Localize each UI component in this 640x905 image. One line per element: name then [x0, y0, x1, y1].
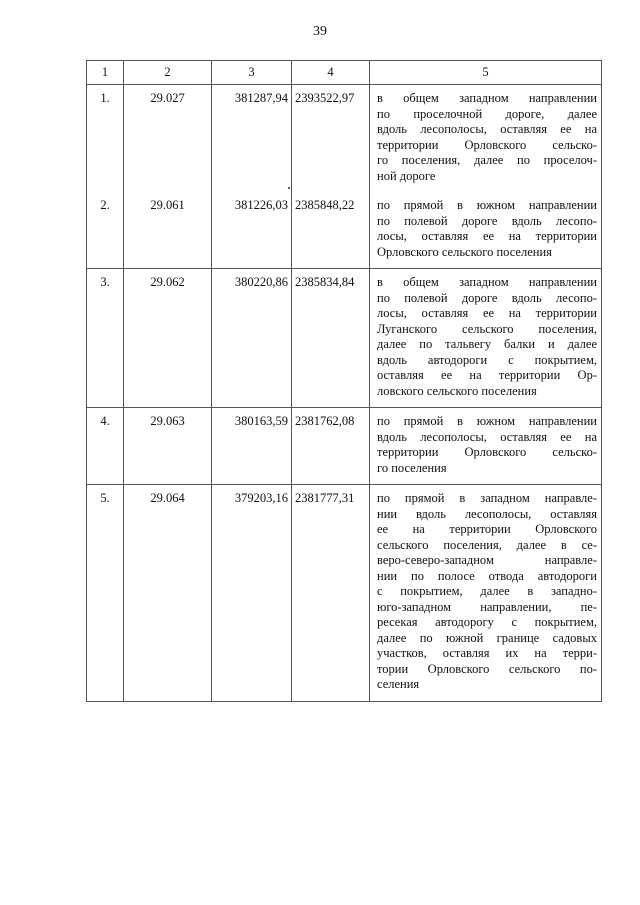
boundary-points-table — [86, 60, 602, 702]
y-coordinate-cell: 2381762,08 — [292, 408, 370, 485]
table-row — [87, 269, 602, 408]
description-line: участков, оставляя их на терри- — [377, 646, 597, 660]
column-header: 2 — [124, 61, 212, 85]
description-line: ресекая автодорогу с покрытием, — [377, 615, 597, 629]
row-number-cell: 3. — [87, 269, 124, 408]
description-line: нии по полосе отвода автодороги — [377, 568, 597, 583]
description-line: далее по южной границе садовых — [377, 630, 597, 645]
description-line: ее на территории Орловского — [377, 522, 597, 536]
description-line: оставляя ее на территории Ор- — [377, 368, 597, 382]
row-number-cell: 2. — [87, 192, 124, 269]
description-line: тории Орловского сельского по- — [377, 661, 597, 676]
route-description-cell — [370, 485, 602, 702]
description-line: юго-западном направлении, пе- — [377, 599, 597, 614]
x-coordinate-cell: 380220,86 — [212, 269, 292, 408]
description-line: далее по тальвегу балки и далее — [377, 337, 597, 351]
header-row — [87, 61, 602, 85]
description-line: по полевой дороге вдоль лесопо- — [377, 290, 597, 305]
description-line: по проселочной дороге, далее — [377, 106, 597, 121]
column-header: 4 — [292, 61, 370, 85]
table-body — [87, 61, 602, 702]
description-line: в общем западном направлении — [377, 275, 597, 289]
description-line: с покрытием, далее в западно- — [377, 584, 597, 598]
point-code-cell: 29.061 — [124, 192, 212, 269]
description-line: ной дороге — [377, 168, 436, 183]
description-line: вдоль лесополосы, оставляя ее на — [377, 122, 597, 136]
point-code-cell: 29.064 — [124, 485, 212, 702]
description-line: лосы, оставляя ее на территории — [377, 306, 597, 320]
x-coordinate-cell: 381287,94 — [212, 85, 292, 193]
x-coordinate-cell: 380163,59 — [212, 408, 292, 485]
column-header: 1 — [87, 61, 124, 85]
row-number-cell: 5. — [87, 485, 124, 702]
route-description-cell — [370, 85, 602, 193]
column-header: 3 — [212, 61, 292, 85]
description-line: лосы, оставляя ее на территории — [377, 229, 597, 243]
y-coordinate-cell: 2381777,31 — [292, 485, 370, 702]
description-line: Луганского сельского поселения, — [377, 321, 597, 336]
table-row — [87, 485, 602, 702]
y-coordinate-cell: 2393522,97 — [292, 85, 370, 193]
description-line: селения — [377, 677, 420, 691]
table-row — [87, 85, 602, 193]
description-line: нии вдоль лесополосы, оставляя — [377, 506, 597, 521]
point-code-cell: 29.027 — [124, 85, 212, 193]
description-line: веро-северо-западном направле- — [377, 553, 597, 567]
column-header: 5 — [370, 61, 602, 85]
description-line: по прямой в южном направлении — [377, 198, 597, 212]
point-code-cell: 29.063 — [124, 408, 212, 485]
description-line: го поселения — [377, 460, 447, 475]
table-row — [87, 192, 602, 269]
x-coordinate-cell: 381226,03 — [212, 192, 292, 269]
x-coordinate-cell: 379203,16 — [212, 485, 292, 702]
route-description-cell — [370, 408, 602, 485]
description-line: по прямой в западном направле- — [377, 491, 597, 505]
description-line: территории Орловского сельско- — [377, 137, 597, 152]
row-number-cell: 4. — [87, 408, 124, 485]
description-line: вдоль автодороги с покрытием, — [377, 352, 597, 367]
table-row — [87, 408, 602, 485]
row-number-cell: 1. — [87, 85, 124, 193]
page-number: 39 — [313, 24, 327, 39]
point-code-cell: 29.062 — [124, 269, 212, 408]
description-line: по полевой дороге вдоль лесопо- — [377, 213, 597, 228]
y-coordinate-cell: 2385834,84 — [292, 269, 370, 408]
description-line: по прямой в южном направлении — [377, 414, 597, 428]
route-description-cell — [370, 269, 602, 408]
description-line: сельского поселения, далее в се- — [377, 537, 597, 552]
description-line: Орловского сельского поселения — [377, 244, 552, 259]
description-line: территории Орловского сельско- — [377, 445, 597, 459]
description-line: ловского сельского поселения — [377, 383, 537, 398]
y-coordinate-cell: 2385848,22 — [292, 192, 370, 269]
description-line: в общем западном направлении — [377, 91, 597, 105]
route-description-cell — [370, 192, 602, 269]
description-line: го поселения, далее по проселоч- — [377, 153, 597, 167]
description-line: вдоль лесополосы, оставляя ее на — [377, 429, 597, 444]
